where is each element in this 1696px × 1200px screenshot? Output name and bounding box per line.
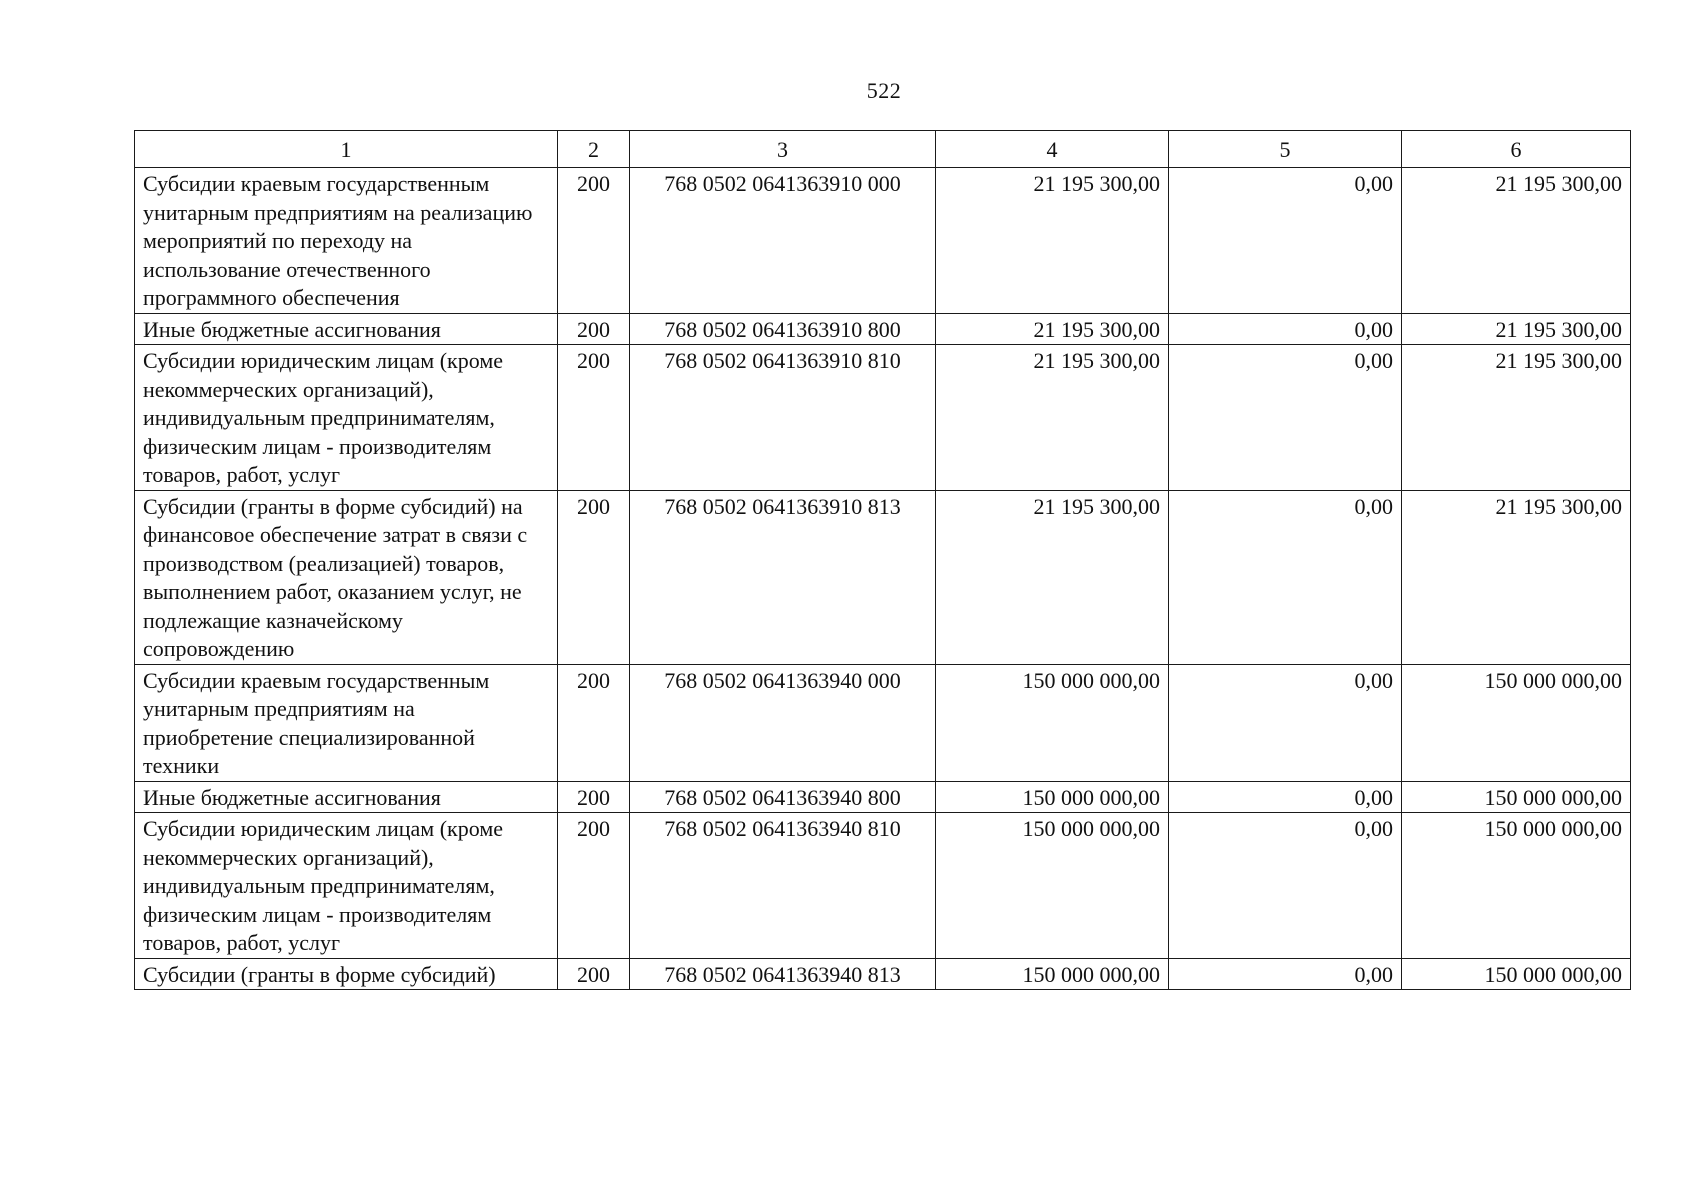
- header-col-2: 2: [558, 131, 630, 168]
- table-row: [135, 490, 1631, 664]
- row-gr: 200: [558, 664, 630, 781]
- row-col5: 0,00: [1169, 345, 1402, 491]
- row-col6: 150 000 000,00: [1402, 958, 1631, 990]
- row-col5: 0,00: [1169, 781, 1402, 813]
- row-col6: 21 195 300,00: [1402, 168, 1631, 314]
- row-col6: 21 195 300,00: [1402, 490, 1631, 664]
- row-col4: 21 195 300,00: [936, 345, 1169, 491]
- row-col4: 21 195 300,00: [936, 168, 1169, 314]
- row-gr: 200: [558, 958, 630, 990]
- header-row: [135, 131, 1631, 168]
- header-col-3: 3: [630, 131, 936, 168]
- row-col4: 150 000 000,00: [936, 813, 1169, 959]
- row-code: 768 0502 0641363940 000: [630, 664, 936, 781]
- table-row: [135, 781, 1631, 813]
- row-col6: 150 000 000,00: [1402, 664, 1631, 781]
- row-code: 768 0502 0641363910 800: [630, 313, 936, 345]
- row-name: Субсидии (гранты в форме субсидий) на финансовое обеспечение затрат в связи с производством (реализацией) товаров, выполнением работ, оказанием услуг, не подлежащие казначейскому сопровождению: [135, 490, 558, 664]
- row-gr: 200: [558, 781, 630, 813]
- row-gr: 200: [558, 313, 630, 345]
- row-code: 768 0502 0641363940 800: [630, 781, 936, 813]
- row-code: 768 0502 0641363940 810: [630, 813, 936, 959]
- row-col6: 21 195 300,00: [1402, 345, 1631, 491]
- row-col5: 0,00: [1169, 490, 1402, 664]
- table-row: [135, 313, 1631, 345]
- row-name: Иные бюджетные ассигнования: [135, 313, 558, 345]
- row-gr: 200: [558, 345, 630, 491]
- table-row: [135, 958, 1631, 990]
- header-col-4: 4: [936, 131, 1169, 168]
- row-name: Субсидии юридическим лицам (кроме некоммерческих организаций), индивидуальным предпринимателям, физическим лицам - производителям товаров, работ, услуг: [135, 813, 558, 959]
- row-code: 768 0502 0641363940 813: [630, 958, 936, 990]
- row-col4: 21 195 300,00: [936, 490, 1169, 664]
- row-col5: 0,00: [1169, 168, 1402, 314]
- row-col5: 0,00: [1169, 664, 1402, 781]
- row-name: Субсидии юридическим лицам (кроме некоммерческих организаций), индивидуальным предпринимателям, физическим лицам - производителям товаров, работ, услуг: [135, 345, 558, 491]
- row-gr: 200: [558, 168, 630, 314]
- row-col6: 150 000 000,00: [1402, 813, 1631, 959]
- row-col4: 150 000 000,00: [936, 781, 1169, 813]
- row-gr: 200: [558, 490, 630, 664]
- row-col4: 150 000 000,00: [936, 664, 1169, 781]
- row-col5: 0,00: [1169, 813, 1402, 959]
- page-number: 522: [866, 78, 902, 103]
- row-col5: 0,00: [1169, 313, 1402, 345]
- budget-table: [134, 130, 1631, 990]
- row-name: Иные бюджетные ассигнования: [135, 781, 558, 813]
- header-col-6: 6: [1402, 131, 1631, 168]
- row-col4: 21 195 300,00: [936, 313, 1169, 345]
- table-row: [135, 664, 1631, 781]
- row-col4: 150 000 000,00: [936, 958, 1169, 990]
- row-code: 768 0502 0641363910 000: [630, 168, 936, 314]
- table-row: [135, 813, 1631, 959]
- row-col5: 0,00: [1169, 958, 1402, 990]
- row-col6: 21 195 300,00: [1402, 313, 1631, 345]
- header-col-1: 1: [135, 131, 558, 168]
- table-row: [135, 168, 1631, 314]
- row-name: Субсидии (гранты в форме субсидий): [135, 958, 558, 990]
- row-name: Субсидии краевым государственным унитарным предприятиям на приобретение специализированной техники: [135, 664, 558, 781]
- row-code: 768 0502 0641363910 813: [630, 490, 936, 664]
- row-code: 768 0502 0641363910 810: [630, 345, 936, 491]
- table-row: [135, 345, 1631, 491]
- row-col6: 150 000 000,00: [1402, 781, 1631, 813]
- row-gr: 200: [558, 813, 630, 959]
- row-name: Субсидии краевым государственным унитарным предприятиям на реализацию мероприятий по переходу на использование отечественного программного обеспечения: [135, 168, 558, 314]
- header-col-5: 5: [1169, 131, 1402, 168]
